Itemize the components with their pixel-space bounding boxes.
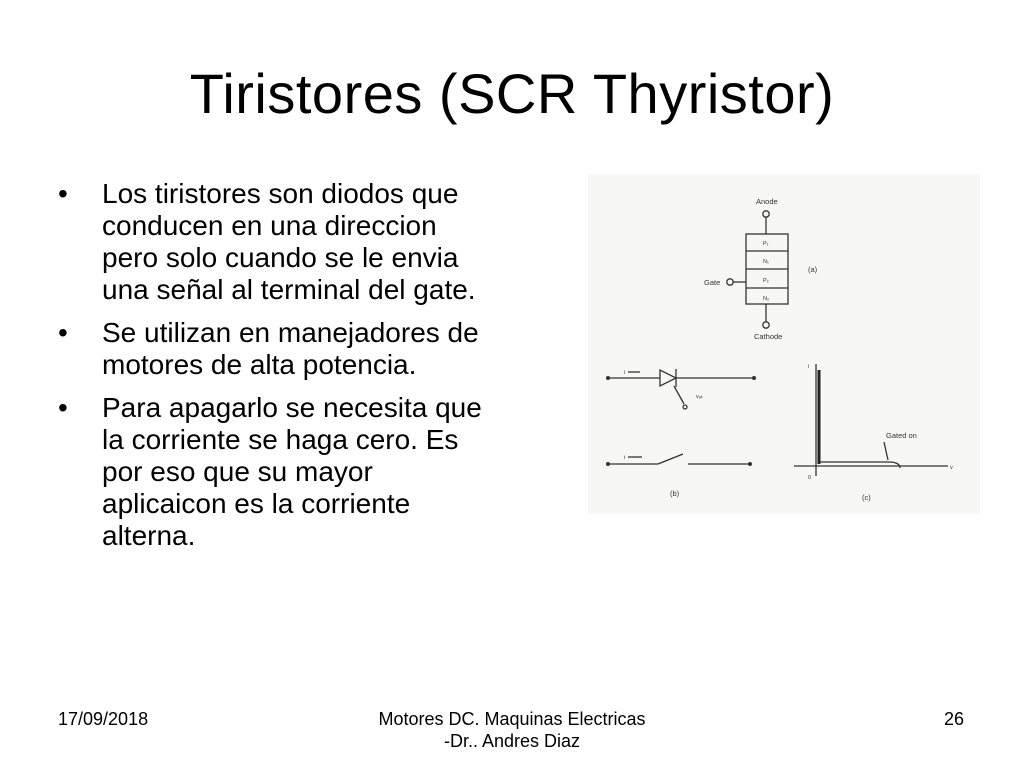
- bullet-item: [58, 392, 498, 552]
- figure-label-a: (a): [808, 265, 818, 274]
- forward-blocking-curve: [819, 462, 900, 468]
- scr-gate-wire: [674, 386, 684, 404]
- scr-gate-terminal-icon: [683, 405, 687, 409]
- layer-n1-label: N₁: [763, 259, 769, 265]
- footer-date: 17/09/2018: [58, 709, 149, 729]
- origin-label: 0: [808, 475, 812, 481]
- gate-terminal-icon: [727, 279, 733, 285]
- scr-current-label: i: [624, 370, 626, 376]
- anode-terminal-icon: [763, 211, 769, 217]
- thyristor-diagram-svg: [588, 174, 980, 514]
- v-axis-label: v: [950, 465, 953, 471]
- scr-vak-label: vₐₖ: [696, 394, 704, 400]
- switch-current-label: i: [624, 455, 626, 461]
- anode-label: Anode: [756, 197, 778, 206]
- bullet-marker: •: [58, 392, 68, 423]
- gated-on-pointer: [884, 442, 888, 460]
- bullet-text: Se utilizan en manejadores de motores de alta potencia.: [102, 317, 479, 380]
- switch-right-dot-icon: [748, 462, 752, 466]
- footer-course-info: [312, 708, 712, 752]
- cathode-label: Cathode: [754, 332, 783, 341]
- bullet-item: [58, 317, 498, 381]
- switch-blade: [658, 454, 683, 464]
- footer-author: -Dr.. Andres Diaz: [443, 731, 581, 751]
- footer-page-number: 26: [943, 709, 964, 729]
- footer-course-title: Motores DC. Maquinas Electricas: [378, 709, 646, 729]
- scr-symbol-circuit: [606, 369, 756, 498]
- bullet-text: Los tiristores son diodos que conducen en una direccion pero solo cuando se le envia una señal al terminal del gate.: [102, 178, 476, 305]
- bullet-item: [58, 178, 498, 306]
- layer-p1-label: P₁: [763, 241, 769, 247]
- scr-diode-triangle-icon: [660, 370, 676, 386]
- bullet-marker: •: [58, 317, 68, 348]
- bullet-text: Para apagarlo se necesita que la corriente se haga cero. Es por eso que su mayor aplicaicon es la corriente alterna.: [102, 392, 482, 551]
- slide-title: Tiristores (SCR Thyristor): [189, 62, 835, 125]
- thyristor-layer-structure: [704, 197, 818, 341]
- cathode-terminal-icon: [763, 322, 769, 328]
- gated-on-label: Gated on: [886, 431, 917, 440]
- bullet-marker: •: [58, 178, 68, 209]
- figure-label-c: (c): [862, 493, 871, 502]
- layer-n2-label: N₂: [763, 296, 770, 302]
- iv-characteristic-plot: [794, 364, 953, 502]
- thyristor-figure: [588, 174, 980, 514]
- switch-left-dot-icon: [606, 462, 610, 466]
- scr-anode-dot-icon: [606, 376, 610, 380]
- scr-cathode-dot-icon: [752, 376, 756, 380]
- i-axis-label: i: [808, 364, 810, 370]
- figure-label-b: (b): [670, 489, 680, 498]
- layer-p2-label: P₂: [763, 278, 769, 284]
- gate-label: Gate: [704, 278, 721, 287]
- bullet-list: [58, 178, 498, 563]
